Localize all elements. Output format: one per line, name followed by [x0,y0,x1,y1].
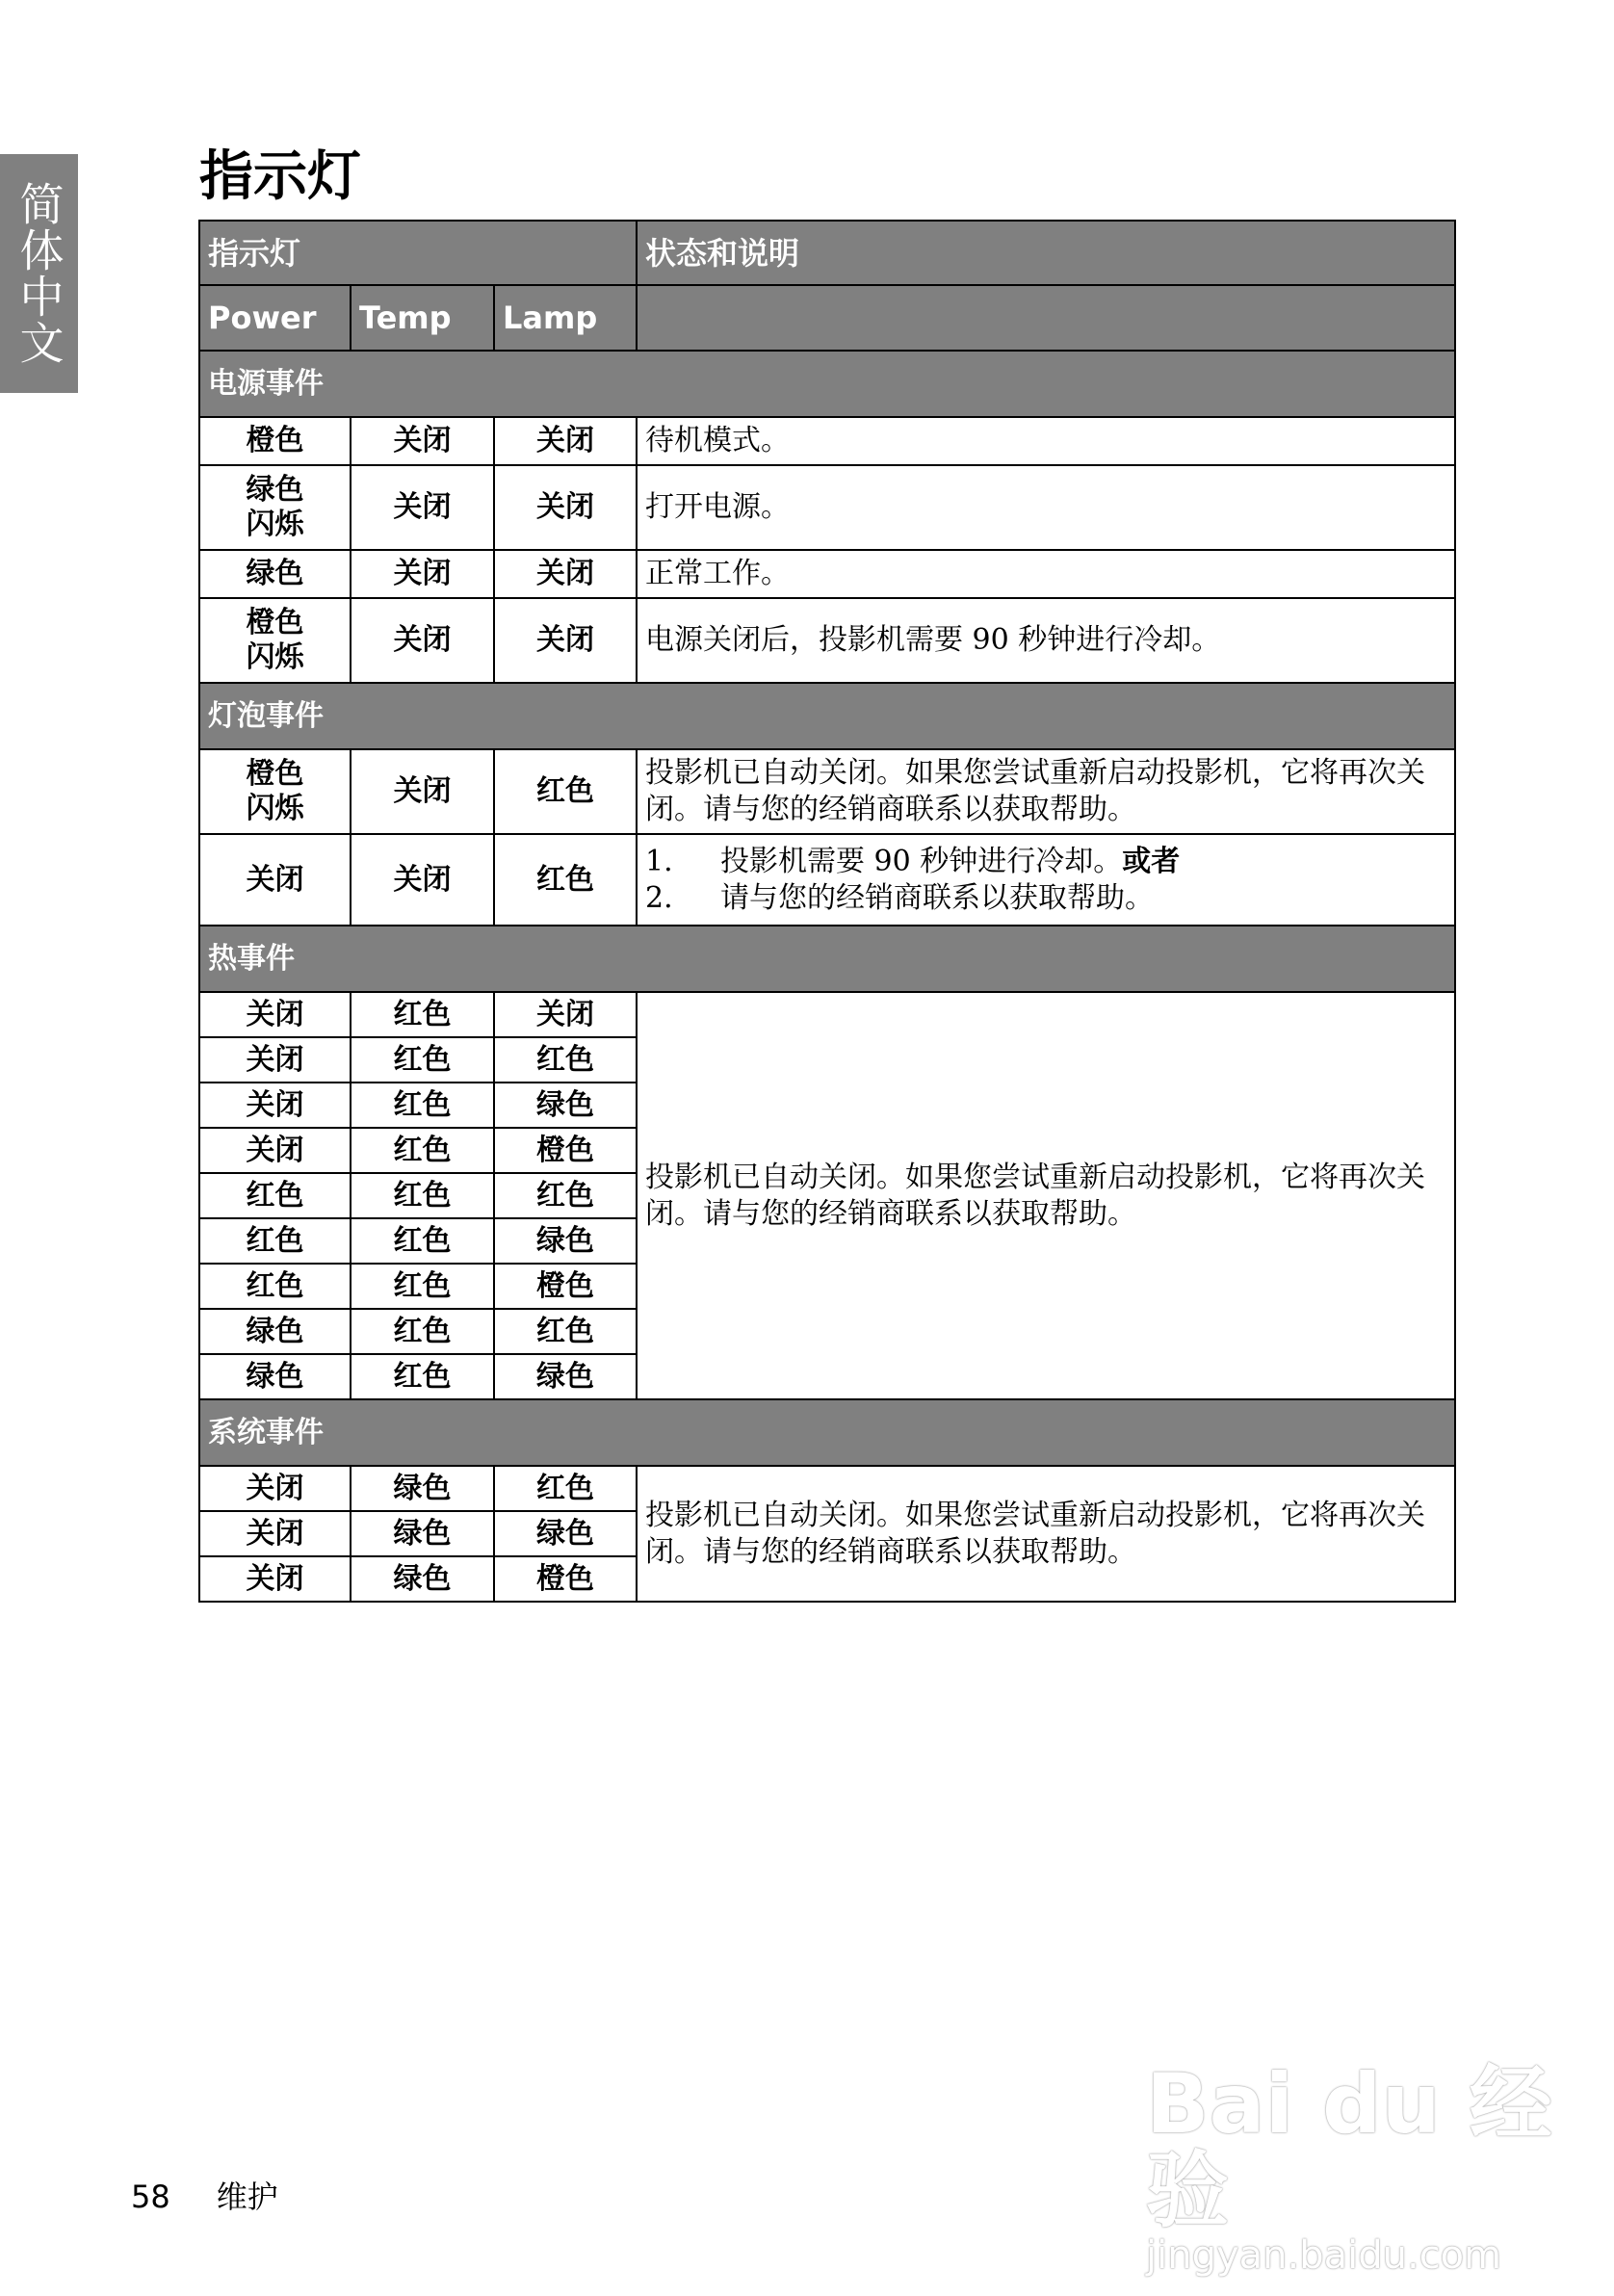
table-row [199,834,1455,926]
cell-power: 关闭 [199,992,351,1037]
page-number: 58 [131,2179,170,2215]
cell-temp: 红色 [351,1354,494,1399]
cell-power: 橙色 闪烁 [199,749,351,834]
cell-temp: 红色 [351,992,494,1037]
table-row [199,1466,1455,1511]
header-blank [637,285,1455,351]
section-header-row [199,926,1455,992]
cell-lamp: 绿色 [494,1354,637,1399]
table-row [199,550,1455,598]
cell-temp: 红色 [351,1218,494,1264]
cell-power: 关闭 [199,834,351,926]
cell-lamp: 橙色 [494,1128,637,1173]
cell-temp: 红色 [351,1264,494,1309]
table-row [199,992,1455,1037]
cell-temp: 绿色 [351,1466,494,1511]
table-row [199,598,1455,683]
cell-temp: 关闭 [351,417,494,465]
cell-description: 投影机已自动关闭。如果您尝试重新启动投影机，它将再次关闭。请与您的经销商联系以获取帮助。 [637,992,1455,1399]
cell-power: 绿色 [199,1354,351,1399]
cell-temp: 红色 [351,1083,494,1128]
cell-power: 红色 [199,1173,351,1218]
cell-lamp: 红色 [494,1173,637,1218]
cell-power: 关闭 [199,1511,351,1556]
cell-power: 绿色 [199,1309,351,1354]
cell-power: 关闭 [199,1083,351,1128]
header-power: Power [199,285,351,351]
cell-lamp: 红色 [494,1466,637,1511]
section-header-row [199,351,1455,417]
header-lamp: Lamp [494,285,637,351]
cell-lamp: 关闭 [494,598,637,683]
cell-temp: 绿色 [351,1511,494,1556]
cell-temp: 红色 [351,1173,494,1218]
cell-lamp: 绿色 [494,1218,637,1264]
cell-lamp: 关闭 [494,417,637,465]
section-header-row [199,683,1455,749]
cell-lamp: 关闭 [494,465,637,550]
list-item [645,880,1446,917]
cell-power: 关闭 [199,1556,351,1602]
cell-temp: 红色 [351,1309,494,1354]
cell-power: 绿色 闪烁 [199,465,351,550]
cell-power: 红色 [199,1218,351,1264]
section-title: 电源事件 [199,351,1455,417]
cell-description: 正常工作。 [637,550,1455,598]
section-title: 热事件 [199,926,1455,992]
list-text: 投影机需要 90 秒钟进行冷却。 [720,844,1123,878]
cell-lamp: 关闭 [494,550,637,598]
cell-description: 电源关闭后，投影机需要 90 秒钟进行冷却。 [637,598,1455,683]
header-status: 状态和说明 [637,221,1455,285]
list-number: 1. [645,844,673,878]
cell-lamp: 橙色 [494,1264,637,1309]
cell-description: 投影机已自动关闭。如果您尝试重新启动投影机，它将再次关闭。请与您的经销商联系以获取帮助。 [637,1466,1455,1602]
list-item [645,844,1446,880]
cell-lamp: 红色 [494,834,637,926]
section-header-row [199,1399,1455,1466]
language-tab: 简体中文 [0,154,78,393]
cell-temp: 关闭 [351,550,494,598]
cell-power: 橙色 闪烁 [199,598,351,683]
section-name: 维护 [216,2179,278,2215]
cell-power: 关闭 [199,1128,351,1173]
cell-temp: 关闭 [351,749,494,834]
cell-temp: 绿色 [351,1556,494,1602]
header-indicator: 指示灯 [199,221,637,285]
cell-temp: 红色 [351,1037,494,1083]
cell-power: 红色 [199,1264,351,1309]
cell-temp: 红色 [351,1128,494,1173]
cell-power: 关闭 [199,1037,351,1083]
list-emphasis: 或者 [1122,844,1181,878]
cell-lamp: 红色 [494,1037,637,1083]
header-temp: Temp [351,285,494,351]
cell-description-list [637,834,1455,926]
cell-temp: 关闭 [351,834,494,926]
cell-description: 投影机已自动关闭。如果您尝试重新启动投影机，它将再次关闭。请与您的经销商联系以获取帮助。 [637,749,1455,834]
cell-lamp: 橙色 [494,1556,637,1602]
cell-lamp: 绿色 [494,1511,637,1556]
cell-temp: 关闭 [351,465,494,550]
watermark-url: jingyan.baidu.com [1146,2233,1502,2278]
cell-description: 待机模式。 [637,417,1455,465]
table-row [199,417,1455,465]
cell-power: 关闭 [199,1466,351,1511]
cell-lamp: 红色 [494,749,637,834]
cell-lamp: 红色 [494,1309,637,1354]
table-row [199,465,1455,550]
cell-power: 绿色 [199,550,351,598]
baidu-watermark [1146,2056,1614,2278]
list-text: 请与您的经销商联系以获取帮助。 [720,880,1155,915]
indicator-table [198,220,1456,1603]
cell-lamp: 关闭 [494,992,637,1037]
section-title: 系统事件 [199,1399,1455,1466]
table-row [199,749,1455,834]
cell-lamp: 绿色 [494,1083,637,1128]
list-number: 2. [645,880,673,915]
section-title: 灯泡事件 [199,683,1455,749]
watermark-brand: Bai du 经验 [1146,2056,1552,2239]
page-title: 指示灯 [199,145,361,208]
cell-power: 橙色 [199,417,351,465]
cell-temp: 关闭 [351,598,494,683]
cell-description: 打开电源。 [637,465,1455,550]
page-footer [131,2173,325,2217]
